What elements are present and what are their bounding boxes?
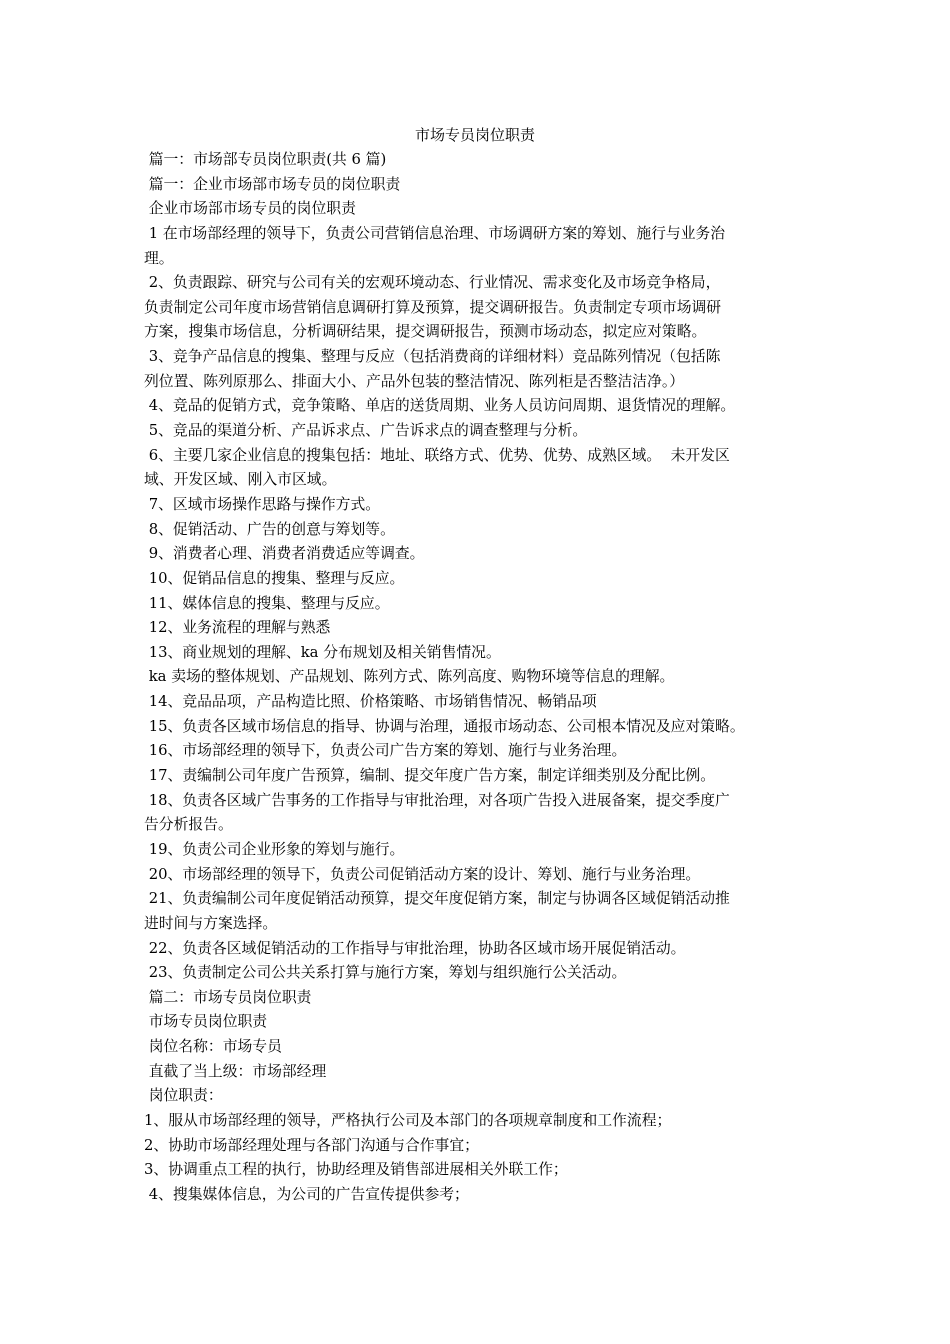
text-line: 1、服从市场部经理的领导，严格执行公司及本部门的各项规章制度和工作流程；: [144, 1111, 672, 1129]
text-line: 21、负责编制公司年度促销活动预算，提交年度促销方案，制定与协调各区域促销活动推: [144, 890, 730, 908]
text-line: 2、协助市场部经理处理与各部门沟通与合作事宜；: [144, 1136, 479, 1154]
text-line: 16、市场部经理的领导下，负责公司广告方案的筹划、施行与业务治理。: [144, 742, 627, 760]
document-title: 市场专员岗位职责: [414, 126, 535, 144]
text-line: 岗位职责：: [144, 1087, 223, 1105]
text-line: 6、主要几家企业信息的搜集包括：地址、联络方式、优势、优势、成熟区域。 未开发区: [144, 446, 730, 464]
text-line: 篇一：市场部专员岗位职责(共 6 篇): [144, 151, 387, 168]
text-line: 3、协调重点工程的执行，协助经理及销售部进展相关外联工作；: [144, 1161, 568, 1179]
text-line: 22、负责各区域促销活动的工作指导与审批治理，协助各区域市场开展促销活动。: [144, 939, 686, 957]
text-line: 告分析报告。: [144, 816, 233, 834]
text-line: 13、商业规划的理解、ka 分布规划及相关销售情况。: [144, 643, 501, 661]
text-line: 方案，搜集市场信息，分析调研结果，提交调研报告，预测市场动态，拟定应对策略。: [144, 323, 707, 341]
text-line: 20、市场部经理的领导下，负责公司促销活动方案的设计、筹划、施行与业务治理。: [144, 865, 701, 883]
text-line: 2、负责跟踪、研究与公司有关的宏观环境动态、行业情况、需求变化及市场竞争格局，: [144, 274, 721, 292]
text-line: 14、竞品品项，产品构造比照、价格策略、市场销售情况、畅销品项: [144, 693, 597, 711]
text-line: 12、业务流程的理解与熟悉: [144, 619, 331, 637]
text-line: 负责制定公司年度市场营销信息调研打算及预算，提交调研报告。负责制定专项市场调研: [144, 298, 722, 316]
text-line: 4、搜集媒体信息，为公司的广告宣传提供参考；: [144, 1185, 469, 1203]
document-body: [144, 148, 812, 1208]
text-line: 7、区域市场操作思路与操作方式。: [144, 495, 381, 513]
text-line: 直截了当上级：市场部经理: [144, 1062, 327, 1080]
text-line: 10、促销品信息的搜集、整理与反应。: [144, 569, 405, 587]
text-line: 岗位名称：市场专员: [144, 1038, 282, 1056]
text-line: 企业市场部市场专员的岗位职责: [144, 200, 356, 218]
text-line: 理。: [144, 249, 174, 267]
text-line: 域、开发区域、刚入市区域。: [144, 471, 337, 489]
text-line: 11、媒体信息的搜集、整理与反应。: [144, 594, 390, 612]
text-line: 15、负责各区域市场信息的指导、协调与治理，通报市场动态、公司根本情况及应对策略。: [144, 717, 745, 735]
text-line: 篇二：市场专员岗位职责: [144, 988, 312, 1006]
text-line: 4、竞品的促销方式，竞争策略、单店的送货周期、业务人员访问周期、退货情况的理解。: [144, 397, 736, 415]
text-line: 23、负责制定公司公共关系打算与施行方案，筹划与组织施行公关活动。: [144, 964, 627, 982]
text-line: 17、责编制公司年度广告预算，编制、提交年度广告方案，制定详细类别及分配比例。: [144, 767, 716, 785]
text-line: ka 卖场的整体规划、产品规划、陈列方式、陈列高度、购物环境等信息的理解。: [144, 668, 675, 686]
text-line: 1 在市场部经理的领导下，负责公司营销信息治理、市场调研方案的筹划、施行与业务治: [144, 224, 726, 242]
text-line: 3、竞争产品信息的搜集、整理与反应（包括消费商的详细材料）竞品陈列情况（包括陈: [144, 348, 721, 366]
text-line: 5、竞品的渠道分析、产品诉求点、广告诉求点的调查整理与分析。: [144, 422, 588, 440]
text-line: 市场专员岗位职责: [144, 1013, 268, 1031]
text-line: 列位置、陈列原那么、排面大小、产品外包装的整洁情况、陈列柜是否整洁洁净。）: [144, 372, 685, 390]
text-line: 18、负责各区域广告事务的工作指导与审批治理，对各项广告投入进展备案，提交季度广: [144, 791, 730, 809]
text-line: 8、促销活动、广告的创意与筹划等。: [144, 520, 395, 538]
text-line: 19、负责公司企业形象的筹划与施行。: [144, 840, 405, 858]
text-line: 9、消费者心理、消费者消费适应等调查。: [144, 545, 425, 563]
text-line: 进时间与方案选择。: [144, 914, 278, 932]
text-line: 篇一：企业市场部市场专员的岗位职责: [144, 175, 401, 193]
